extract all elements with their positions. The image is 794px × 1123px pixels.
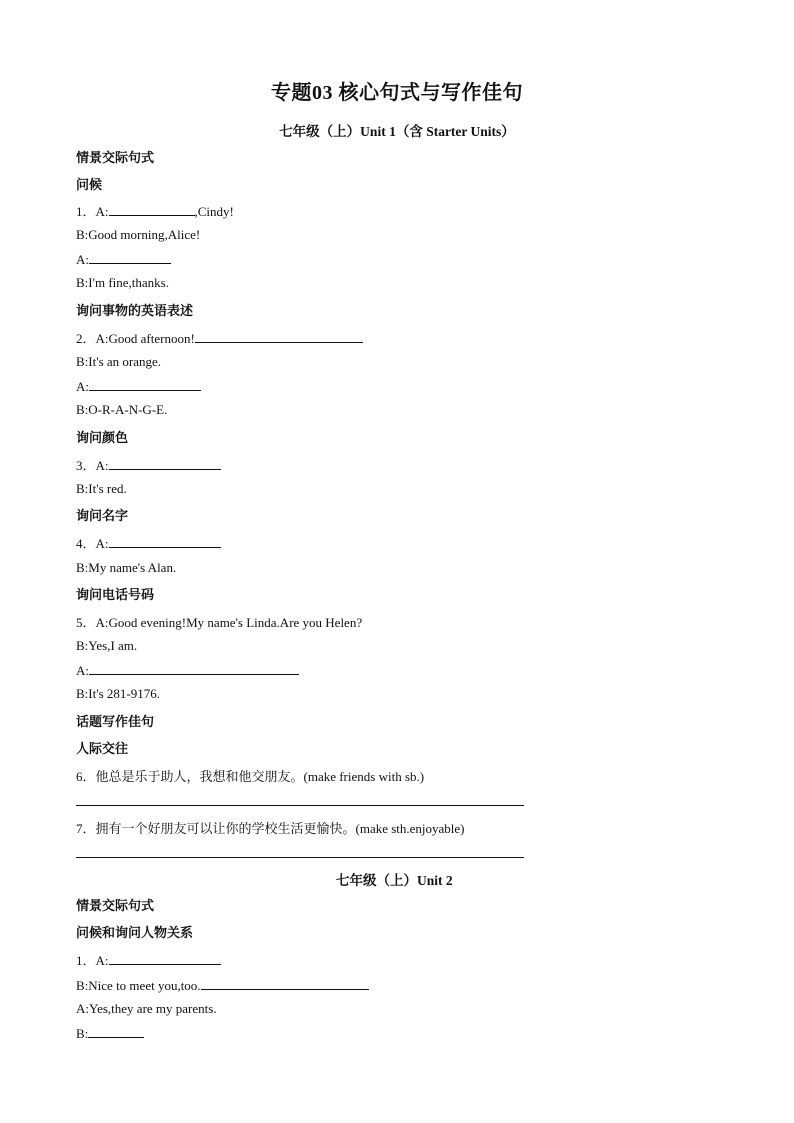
unit2-question-1-line-a — [76, 950, 221, 969]
answer-blank[interactable] — [89, 378, 201, 391]
subheading-name: 询问名字 — [76, 508, 129, 523]
subheading-social: 人际交往 — [76, 741, 129, 756]
question-4-line-b: B:My name's Alan. — [76, 560, 177, 575]
answer-blank[interactable] — [109, 457, 221, 470]
question-6: 6．他总是乐于助人，我想和他交朋友。(make friends with sb.) — [76, 769, 425, 784]
q2-text: 2．A:Good afternoon! — [76, 331, 195, 346]
category-scene-2: 情景交际句式 — [76, 898, 155, 913]
question-5-line-a: 5．A:Good evening!My name's Linda.Are you Helen? — [76, 615, 363, 630]
unit2-question-1-line-b — [76, 977, 369, 994]
question-1-line-b: B:Good morning,Alice! — [76, 227, 201, 242]
page-title: 专题03 核心句式与写作佳句 — [271, 82, 523, 104]
speaker-b: B: — [76, 1026, 89, 1041]
answer-blank[interactable] — [109, 203, 195, 216]
question-2-line-b: B:It's an orange. — [76, 354, 162, 369]
q3-prefix: 3．A: — [76, 458, 109, 473]
unit2-question-1-line-a2: A:Yes,they are my parents. — [76, 1001, 217, 1016]
subheading-things: 询问事物的英语表述 — [76, 303, 194, 318]
category-writing: 话题写作佳句 — [76, 714, 155, 729]
answer-blank[interactable] — [201, 977, 369, 990]
subheading-greeting: 问候 — [76, 177, 103, 192]
question-3-line-a — [76, 455, 221, 474]
question-5-line-b: B:Yes,I am. — [76, 638, 138, 653]
question-2-line-a2 — [76, 378, 201, 395]
question-4-line-a — [76, 533, 221, 552]
question-5-line-b2: B:It's 281-9176. — [76, 686, 160, 701]
subheading-color: 询问颜色 — [76, 430, 129, 445]
question-1-line-a2 — [76, 251, 171, 268]
section-heading-unit1: 七年级（上）Unit 1（含 Starter Units） — [279, 124, 515, 139]
answer-line-7[interactable] — [76, 857, 524, 858]
u2q1-prefix: 1．A: — [76, 953, 109, 968]
answer-line-6[interactable] — [76, 805, 524, 806]
question-2-line-b2: B:O-R-A-N-G-E. — [76, 402, 168, 417]
question-1-line-a — [76, 201, 234, 220]
question-2-line-a — [76, 328, 363, 347]
q4-prefix: 4．A: — [76, 536, 109, 551]
speaker-a: A: — [76, 252, 89, 267]
answer-blank[interactable] — [109, 952, 221, 965]
answer-blank[interactable] — [88, 1025, 144, 1038]
speaker-a: A: — [76, 663, 89, 678]
u2q1-b-text: B:Nice to meet you,too. — [76, 978, 201, 993]
question-3-line-b: B:It's red. — [76, 481, 127, 496]
subheading-phone: 询问电话号码 — [76, 587, 155, 602]
answer-blank[interactable] — [109, 535, 221, 548]
answer-blank[interactable] — [89, 662, 299, 675]
answer-blank[interactable] — [89, 251, 171, 264]
q1-suffix: ,Cindy! — [194, 204, 234, 219]
section-heading-unit2: 七年级（上）Unit 2 — [336, 873, 453, 888]
speaker-a: A: — [76, 379, 89, 394]
question-1-line-b2: B:I'm fine,thanks. — [76, 275, 169, 290]
answer-blank[interactable] — [195, 330, 363, 343]
question-5-line-a2 — [76, 662, 299, 679]
subheading-relation: 问候和询问人物关系 — [76, 925, 194, 940]
question-7: 7．拥有一个好朋友可以让你的学校生活更愉快。(make sth.enjoyable) — [76, 821, 465, 836]
q1-prefix: 1．A: — [76, 204, 109, 219]
category-scene: 情景交际句式 — [76, 150, 155, 165]
unit2-question-1-line-b2 — [76, 1025, 144, 1042]
